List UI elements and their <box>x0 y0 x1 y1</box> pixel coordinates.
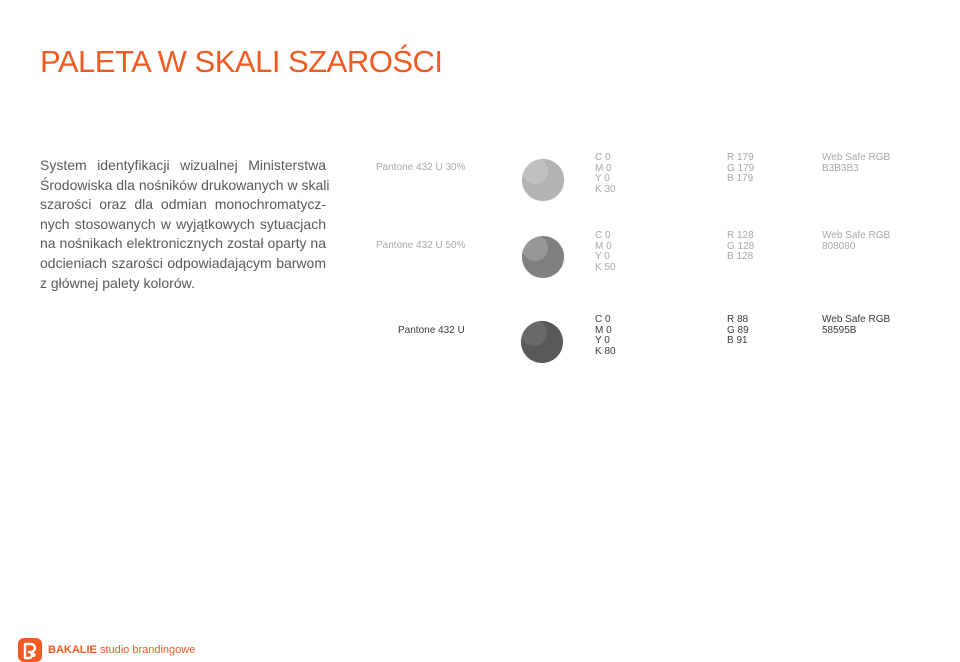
cmyk-k: K 50 <box>595 261 616 273</box>
rgb-b: B 91 <box>727 335 748 346</box>
cmyk-m: M 0 <box>595 240 612 252</box>
cmyk-c: C 0 <box>595 314 611 325</box>
cmyk-y: Y 0 <box>595 173 610 184</box>
cmyk-y: Y 0 <box>595 335 610 346</box>
cmyk-y: Y 0 <box>595 251 610 262</box>
web-safe-label: Web Safe RGB <box>822 152 891 163</box>
intro-line: szarości oraz dla odmian monochromatycz- <box>40 196 326 213</box>
cmyk-m: M 0 <box>595 162 612 174</box>
cmyk-m: M 0 <box>595 324 612 336</box>
rgb-g: G 179 <box>727 162 755 174</box>
web-safe-label: Web Safe RGB <box>822 230 891 241</box>
intro-line: System identyfikacji wizualnej Ministerstwa <box>40 157 326 173</box>
rgb-r: R 128 <box>727 230 754 241</box>
swatch-gray-30 <box>519 156 565 202</box>
cmyk-c: C 0 <box>595 230 611 241</box>
intro-line: Środowiska dla nośników drukowanych w skali <box>40 176 330 193</box>
rgb-values-80 <box>727 315 749 347</box>
footer-brand <box>18 638 195 662</box>
intro-paragraph <box>40 156 330 293</box>
rgb-values-30 <box>727 153 754 185</box>
cmyk-values-50 <box>595 231 616 273</box>
rgb-r: R 179 <box>727 152 754 163</box>
pantone-label-30: Pantone 432 U 30% <box>376 162 466 173</box>
bakalie-logo-icon <box>18 638 42 662</box>
brand-name-rest: studio brandingowe <box>96 644 196 656</box>
rgb-g: G 128 <box>727 240 755 252</box>
rgb-g: G 89 <box>727 324 749 336</box>
web-safe-hex: B3B3B3 <box>822 162 859 174</box>
web-safe-hex: 58595B <box>822 324 857 336</box>
intro-line: nych stosowanych w wyjątkowych sytuacjach <box>40 215 326 232</box>
brand-name <box>48 644 195 656</box>
cmyk-values-80 <box>595 315 616 357</box>
pantone-label-432: Pantone 432 U <box>398 325 465 336</box>
web-safe-80 <box>822 315 890 336</box>
swatch-gray-50 <box>519 233 565 279</box>
intro-line: na nośnikach elektronicznych został oparty na <box>40 235 326 252</box>
intro-line: odcieniach szarości odpowiadającym barwom <box>40 254 326 271</box>
web-safe-label: Web Safe RGB <box>822 314 891 325</box>
pantone-label-50: Pantone 432 U 50% <box>376 240 466 251</box>
brand-name-bold: BAKALIE <box>48 644 97 656</box>
rgb-b: B 179 <box>727 173 754 184</box>
swatch-gray-80 <box>518 318 564 364</box>
rgb-r: R 88 <box>727 314 749 325</box>
cmyk-k: K 80 <box>595 345 616 357</box>
cmyk-values-30 <box>595 153 616 195</box>
rgb-values-50 <box>727 231 754 263</box>
rgb-b: B 128 <box>727 251 754 262</box>
cmyk-c: C 0 <box>595 152 611 163</box>
web-safe-hex: 808080 <box>822 240 856 252</box>
web-safe-30 <box>822 153 890 174</box>
web-safe-50 <box>822 231 890 252</box>
page-title: PALETA W SKALI SZAROŚCI <box>40 44 443 79</box>
cmyk-k: K 30 <box>595 183 616 195</box>
intro-line: z głównej palety kolorów. <box>40 274 195 291</box>
